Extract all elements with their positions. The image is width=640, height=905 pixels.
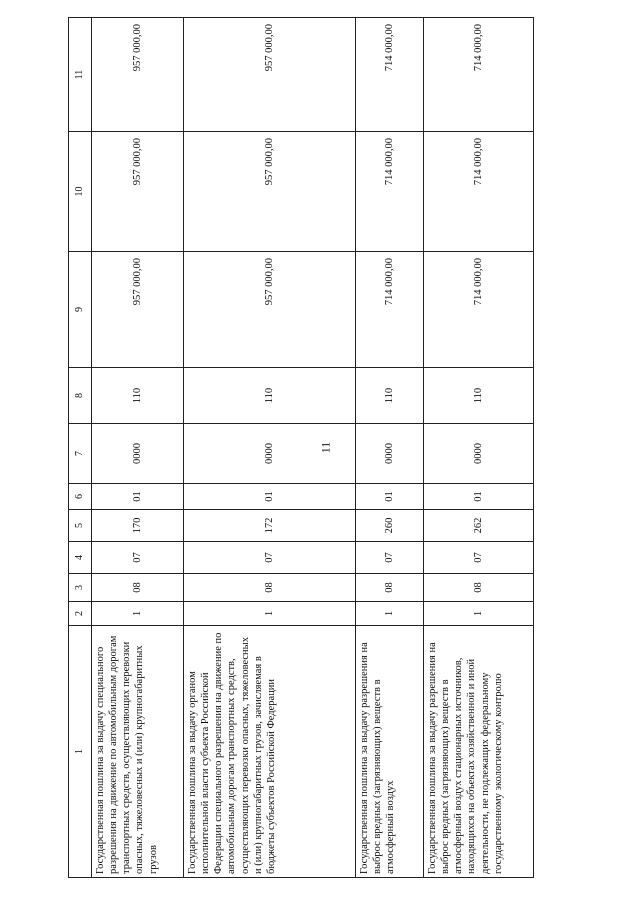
cell-col-7: 0000 [356, 424, 424, 484]
col-header-6: 6 [69, 484, 92, 510]
page-number: 11 [318, 441, 333, 454]
cell-col-11: 714 000,00 [424, 18, 534, 132]
col-header-2: 2 [69, 602, 92, 626]
cell-col-11: 714 000,00 [356, 18, 424, 132]
cell-col-11: 957 000,00 [184, 18, 356, 132]
col-header-7: 7 [69, 424, 92, 484]
col-header-8: 8 [69, 368, 92, 424]
cell-col-10: 957 000,00 [184, 132, 356, 252]
cell-col-2: 1 [424, 602, 534, 626]
cell-col-9: 714 000,00 [424, 252, 534, 368]
col-header-10: 10 [69, 132, 92, 252]
cell-col-5: 172 [184, 510, 356, 542]
table-row [424, 18, 534, 878]
col-header-4: 4 [69, 542, 92, 574]
col-header-1: 1 [69, 626, 92, 878]
table-row [184, 18, 356, 878]
rotated-table-container [68, 18, 528, 878]
cell-col-3: 08 [92, 574, 184, 602]
row-description: Государственная пошлина за выдачу специального разрешения на движение по автомобильным дорогам транспортных средств, осуществляющих перевозки опасных, тяжеловесных и (или) крупногабаритных грузов [92, 626, 184, 878]
cell-col-2: 1 [184, 602, 356, 626]
col-header-3: 3 [69, 574, 92, 602]
cell-col-8: 110 [424, 368, 534, 424]
cell-col-6: 01 [424, 484, 534, 510]
cell-col-8: 110 [92, 368, 184, 424]
cell-col-9: 957 000,00 [184, 252, 356, 368]
cell-col-10: 957 000,00 [92, 132, 184, 252]
table-row [92, 18, 184, 878]
cell-col-4: 07 [356, 542, 424, 574]
row-description: Государственная пошлина за выдачу разрешения на выброс вредных (загрязняющих) веществ в атмосферный воздух [356, 626, 424, 878]
cell-col-2: 1 [356, 602, 424, 626]
cell-col-9: 714 000,00 [356, 252, 424, 368]
row-description: Государственная пошлина за выдачу разрешения на выброс вредных (загрязняющих) веществ в атмосферный воздух стационарных источников, находящихся на объектах хозяйственной и иной деятельности, не подлежащих федеральному государственному экологическому контролю [424, 626, 534, 878]
table-row [356, 18, 424, 878]
cell-col-3: 08 [184, 574, 356, 602]
cell-col-9: 957 000,00 [92, 252, 184, 368]
cell-col-7: 0000 [92, 424, 184, 484]
col-header-9: 9 [69, 252, 92, 368]
cell-col-3: 08 [356, 574, 424, 602]
cell-col-4: 07 [184, 542, 356, 574]
cell-col-6: 01 [184, 484, 356, 510]
cell-col-7: 0000 [424, 424, 534, 484]
col-header-11: 11 [69, 18, 92, 132]
cell-col-5: 260 [356, 510, 424, 542]
col-header-5: 5 [69, 510, 92, 542]
cell-col-10: 714 000,00 [424, 132, 534, 252]
cell-col-4: 07 [92, 542, 184, 574]
cell-col-10: 714 000,00 [356, 132, 424, 252]
row-description: Государственная пошлина за выдачу органом исполнительной власти субъекта Российской Федерации специального разрешения на движение по автомобильным дорогам транспортных средств, осуществляющих перевозки опасных, тяжеловесных и (или) крупногабаритных грузов, зачисляемая в бюджеты субъектов Российской Федерации [184, 626, 356, 878]
cell-col-8: 110 [356, 368, 424, 424]
budget-table [68, 17, 534, 878]
cell-col-8: 110 [184, 368, 356, 424]
cell-col-7: 0000 [184, 424, 356, 484]
cell-col-2: 1 [92, 602, 184, 626]
cell-col-5: 170 [92, 510, 184, 542]
header-row [69, 18, 92, 878]
cell-col-6: 01 [356, 484, 424, 510]
cell-col-6: 01 [92, 484, 184, 510]
cell-col-4: 07 [424, 542, 534, 574]
cell-col-3: 08 [424, 574, 534, 602]
cell-col-5: 262 [424, 510, 534, 542]
cell-col-11: 957 000,00 [92, 18, 184, 132]
